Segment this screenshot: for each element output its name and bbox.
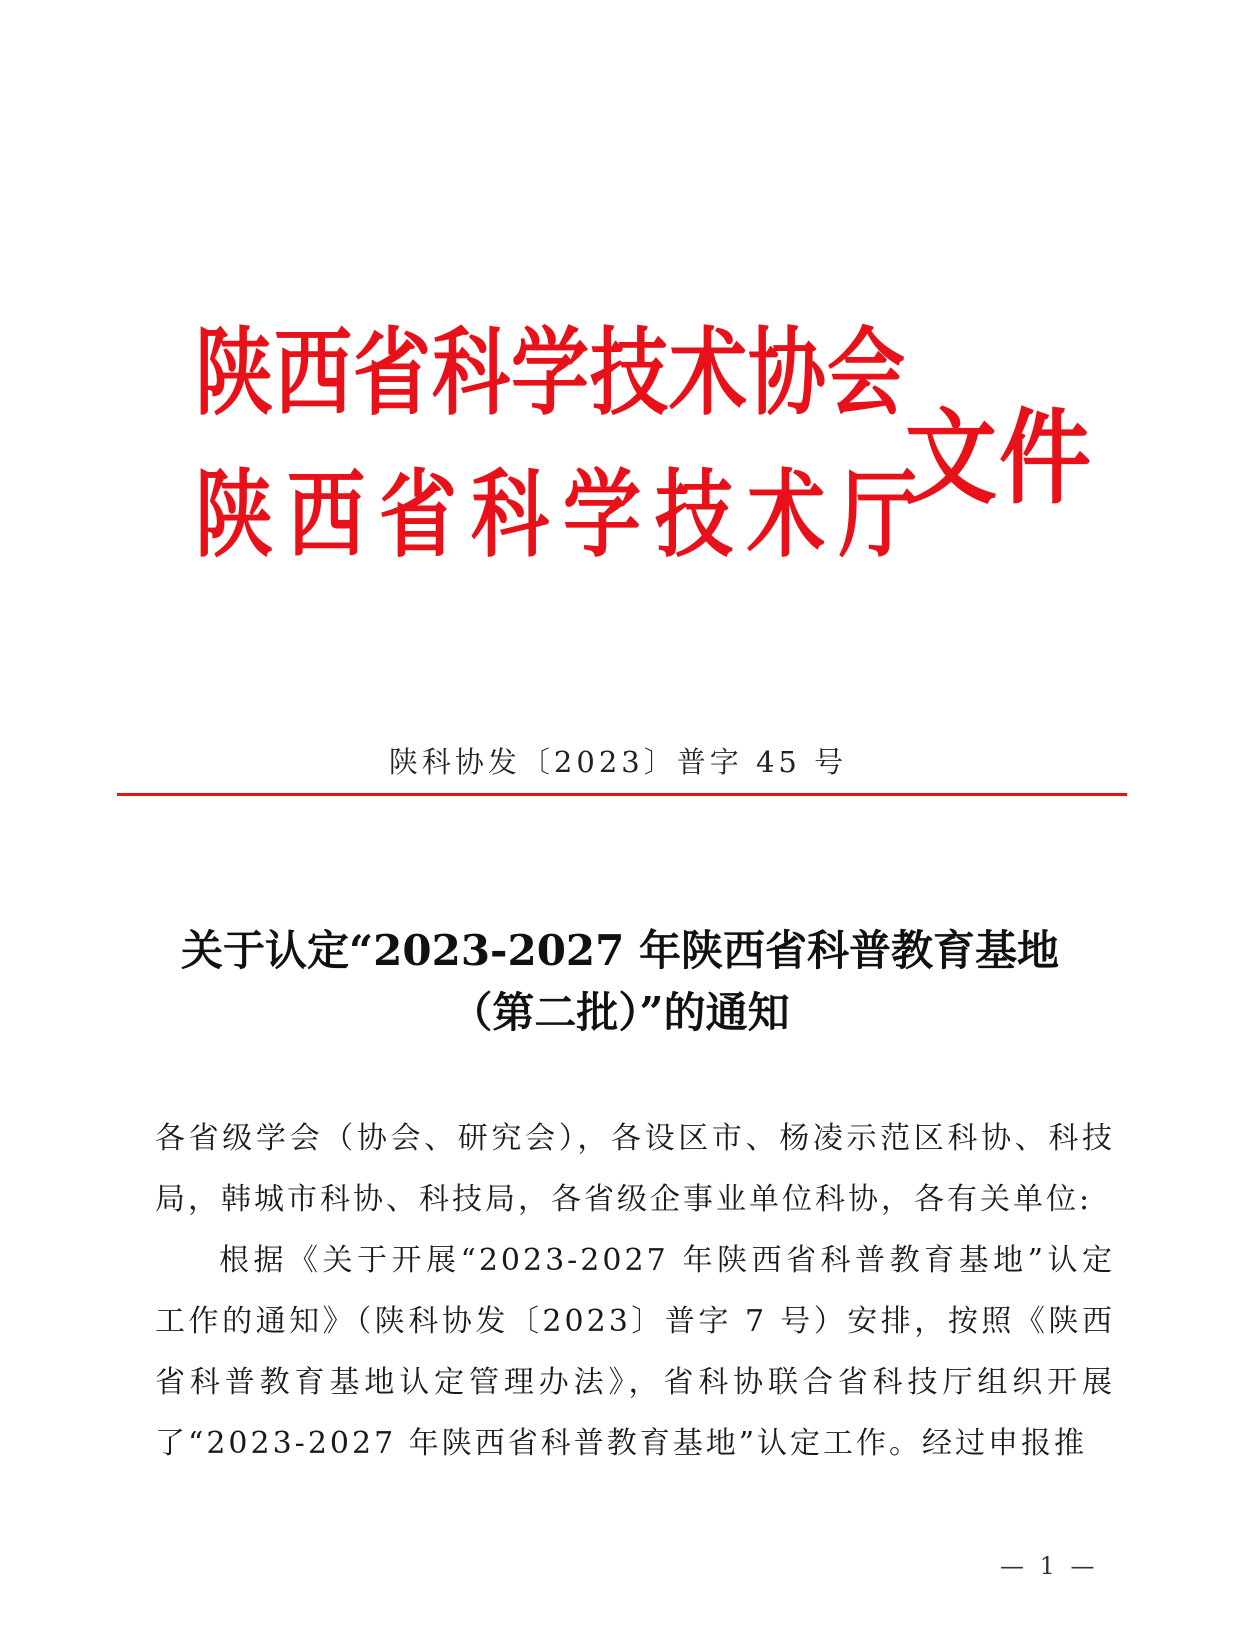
document-body: [155, 1108, 1115, 1474]
red-masthead: [195, 317, 1094, 588]
red-divider-line: [117, 793, 1127, 796]
body-paragraph-1: 根据《关于开展“2023-2027 年陕西省科普教育基地”认定工作的通知》（陕科协发〔2023〕普字 7 号）安排，按照《陕西省科普教育基地认定管理办法》，省科协联合省科技厅组织开展了“2023-2027 年陕西省科普教育基地”认定工作。经过申报推: [155, 1243, 1115, 1461]
document-number: 陕科协发〔2023〕普字 45 号: [388, 745, 848, 779]
document-title-line-1: 关于认定“2023-2027 年陕西省科普教育基地: [180, 926, 1059, 975]
issuer-science-department: 陕西省科学技术厅: [195, 459, 932, 571]
page-number: — 1 —: [1000, 1552, 1099, 1580]
document-kind-label: 文件: [905, 397, 1094, 518]
document-title-line-2: （第二批）”的通知: [450, 988, 790, 1037]
addressees-paragraph: 各省级学会（协会、研究会），各设区市、杨凌示范区科协、科技局，韩城市科协、科技局，各省级企事业单位科协，各有关单位:: [155, 1121, 1115, 1217]
issuer-cast: 陕西省科学技术协会: [195, 317, 907, 429]
